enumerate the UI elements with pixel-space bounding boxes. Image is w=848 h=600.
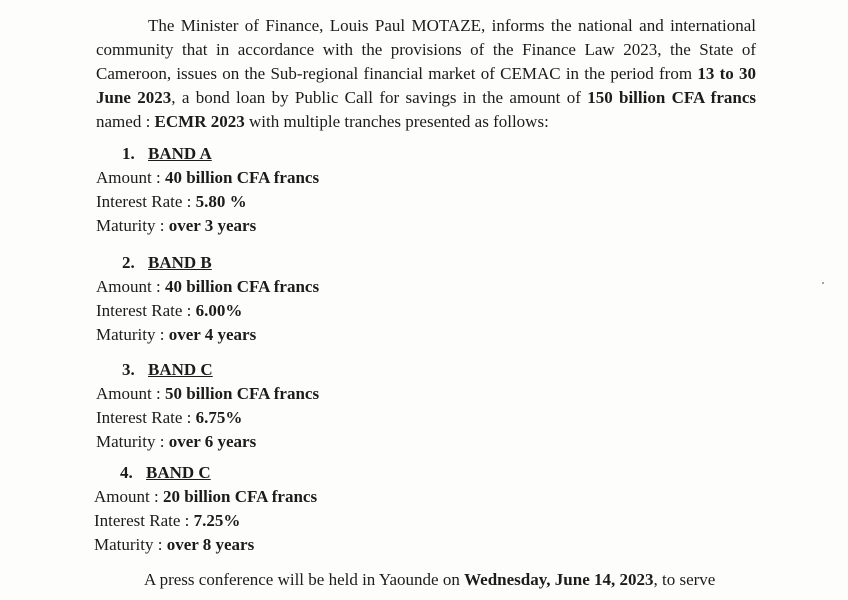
maturity-value: over 3 years — [168, 216, 257, 235]
amount-label: Amount : — [96, 384, 165, 403]
loan-name: ECMR 2023 — [154, 112, 245, 131]
band-number: 1. — [122, 144, 135, 163]
band-number: 3. — [122, 360, 135, 379]
rate-label: Interest Rate : — [96, 192, 196, 211]
band-maturity-row — [96, 214, 696, 238]
amount-value: 50 billion CFA francs — [164, 384, 320, 403]
band-name: BAND B — [148, 253, 212, 272]
band-maturity-row — [94, 533, 694, 557]
band-name: BAND C — [148, 360, 213, 379]
band-rate-row — [96, 190, 696, 214]
issue-period: 13 to 30 June 2023 — [96, 64, 756, 107]
rate-value: 5.80 % — [195, 192, 247, 211]
band-rate-row — [94, 509, 694, 533]
band-amount-row — [94, 485, 694, 509]
rate-label: Interest Rate : — [96, 301, 196, 320]
amount-label: Amount : — [94, 487, 163, 506]
maturity-value: over 4 years — [168, 325, 257, 344]
maturity-label: Maturity : — [96, 325, 169, 344]
band-title — [122, 251, 696, 275]
intro-text-2: , a bond loan by Public Call for savings in the amount of — [171, 88, 588, 107]
band-amount-row — [96, 275, 696, 299]
band-title — [120, 461, 694, 485]
intro-text-4: with multiple tranches presented as follows: — [244, 112, 549, 131]
closing-paragraph — [96, 568, 776, 592]
amount-value: 20 billion CFA francs — [162, 487, 318, 506]
rate-value: 6.00% — [195, 301, 243, 320]
amount-value: 40 billion CFA francs — [164, 277, 320, 296]
press-conference-date: Wednesday, June 14, 2023 — [464, 570, 654, 589]
band-rate-row — [96, 299, 696, 323]
intro-paragraph — [96, 14, 756, 134]
amount-value: 40 billion CFA francs — [164, 168, 320, 187]
rate-value: 6.75% — [195, 408, 243, 427]
amount-label: Amount : — [96, 168, 165, 187]
band-title — [122, 142, 696, 166]
band-maturity-row — [96, 430, 696, 454]
band-section — [96, 251, 696, 347]
amount-label: Amount : — [96, 277, 165, 296]
closing-text-2: , to serve — [653, 570, 716, 589]
intro-text-3: named : — [96, 112, 155, 131]
band-amount-row — [96, 166, 696, 190]
band-rate-row — [96, 406, 696, 430]
band-name: BAND A — [148, 144, 212, 163]
rate-label: Interest Rate : — [94, 511, 194, 530]
rate-label: Interest Rate : — [96, 408, 196, 427]
band-title — [122, 358, 696, 382]
band-section — [96, 142, 696, 238]
loan-amount: 150 billion CFA francs — [587, 88, 756, 107]
band-number: 2. — [122, 253, 135, 272]
band-section — [96, 358, 696, 454]
band-name: BAND C — [146, 463, 211, 482]
band-number: 4. — [120, 463, 133, 482]
band-amount-row — [96, 382, 696, 406]
intro-text-1: The Minister of Finance, Louis Paul MOTAZE, informs the national and international community that in accordance with the provisions of the Finance Law 2023, the State of Cameroon, issues on the Sub-regional financial market of CEMAC in the period from — [96, 16, 756, 83]
closing-text-1: A press conference will be held in Yaounde on — [144, 570, 465, 589]
maturity-label: Maturity : — [96, 216, 169, 235]
maturity-value: over 6 years — [168, 432, 257, 451]
band-section — [94, 461, 694, 557]
rate-value: 7.25% — [193, 511, 241, 530]
band-maturity-row — [96, 323, 696, 347]
maturity-value: over 8 years — [166, 535, 255, 554]
scan-speck — [822, 282, 824, 284]
maturity-label: Maturity : — [96, 432, 169, 451]
maturity-label: Maturity : — [94, 535, 167, 554]
